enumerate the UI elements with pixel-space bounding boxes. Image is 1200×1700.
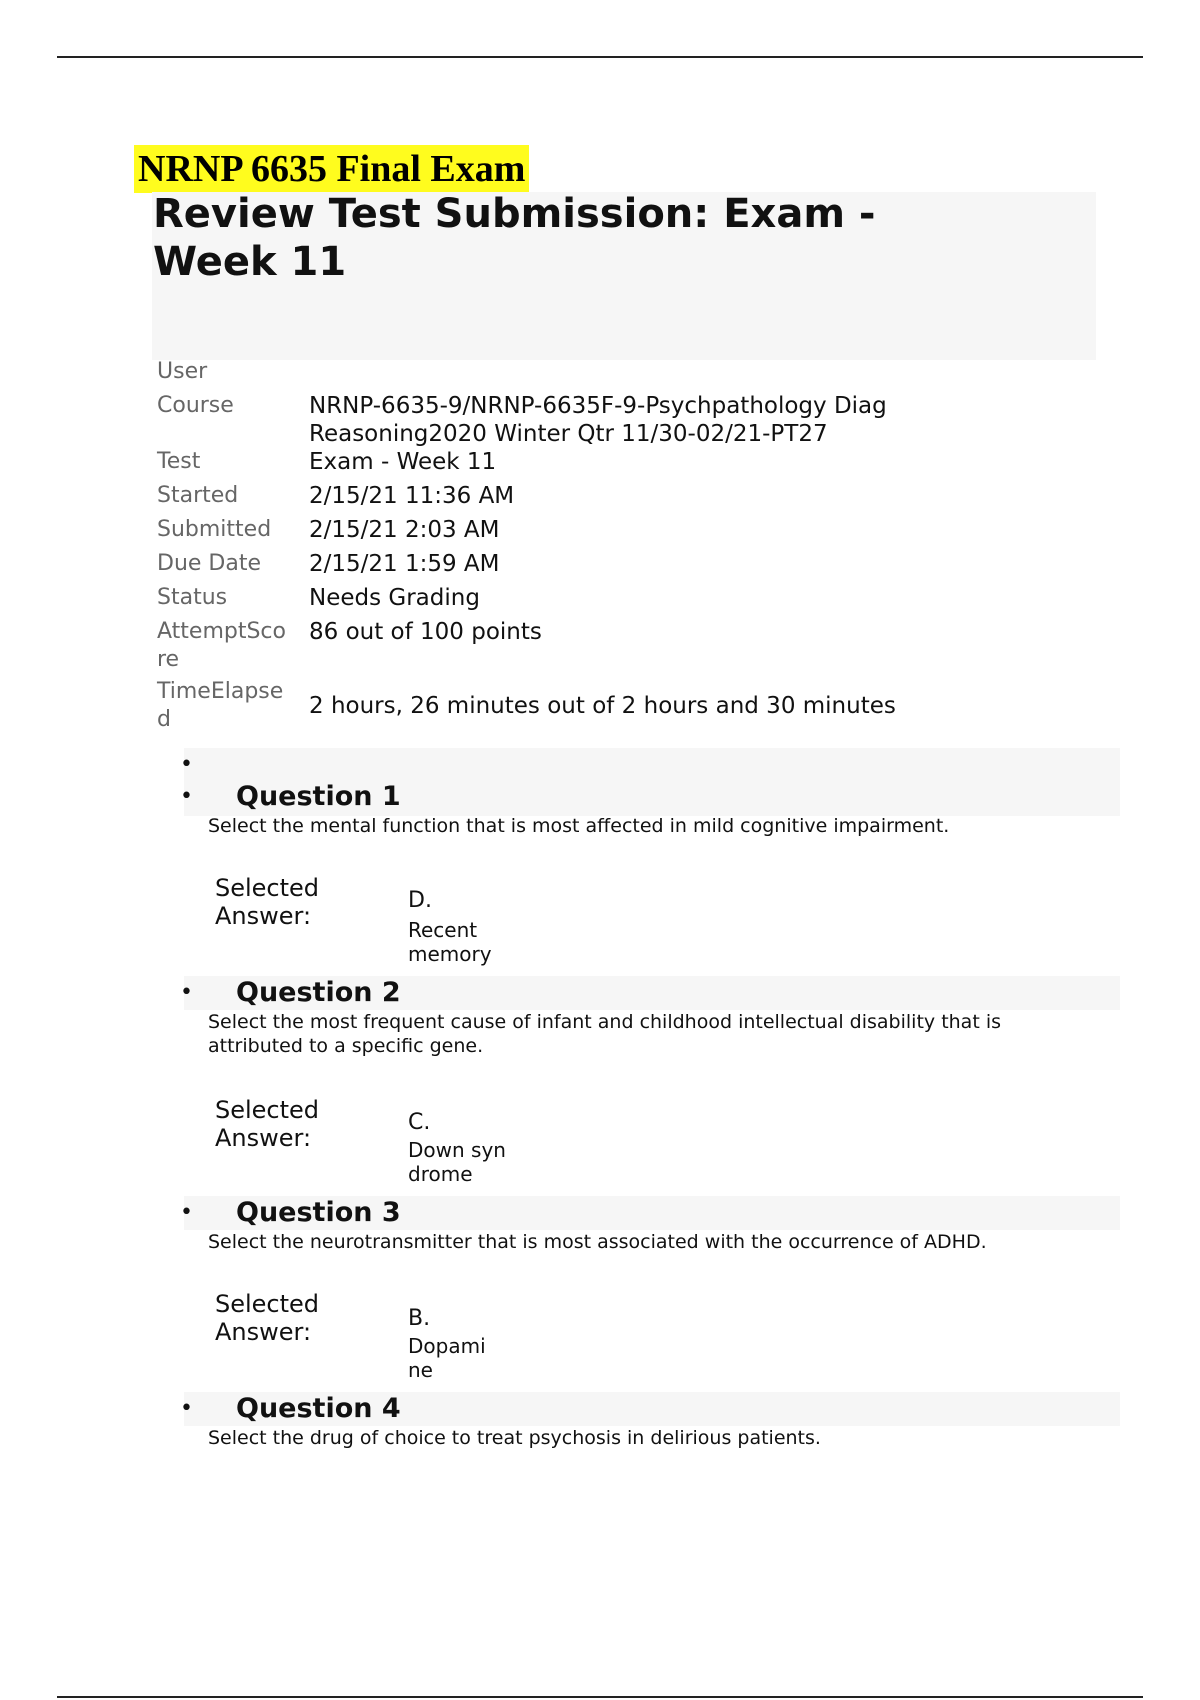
detail-label: Submitted <box>157 517 272 542</box>
detail-label: Started <box>157 483 239 508</box>
question-3 <box>180 1196 1120 1386</box>
detail-value: 2/15/21 11:36 AM <box>309 483 515 509</box>
detail-value: 2/15/21 1:59 AM <box>309 551 500 577</box>
question-title: Question 1 <box>236 781 401 812</box>
detail-label: TimeElapsed <box>157 679 284 732</box>
question-text: Select the mental function that is most affected in mild cognitive impairment. <box>208 815 950 837</box>
detail-label: Status <box>157 585 228 610</box>
question-text: Select the most frequent cause of infant and childhood intellectual disability that is attributed to a specific gene. <box>208 1011 1001 1057</box>
detail-value: 2 hours, 26 minutes out of 2 hours and 30 minutes <box>309 693 896 719</box>
detail-row-due-date <box>157 548 1057 582</box>
selected-answer-label: Selected Answer: <box>215 1096 320 1152</box>
detail-row-time-elapsed <box>157 676 1057 736</box>
question-title: Question 2 <box>236 977 401 1008</box>
detail-label: Course <box>157 393 234 418</box>
bottom-rule <box>57 1696 1143 1698</box>
answer-letter: B. <box>408 1306 431 1331</box>
question-title: Question 4 <box>236 1393 401 1424</box>
document-title: NRNP 6635 Final Exam <box>134 145 529 193</box>
answer-text: Down syndrome <box>408 1138 506 1186</box>
page-heading: Review Test Submission: Exam - Week 11 <box>153 191 876 285</box>
detail-label: User <box>157 359 208 384</box>
bullet-icon: • <box>180 980 193 1005</box>
submission-details <box>157 356 1057 736</box>
detail-row-user <box>157 356 1057 390</box>
top-rule <box>57 56 1143 58</box>
detail-value: Exam - Week 11 <box>309 449 497 475</box>
detail-label: Due Date <box>157 551 261 576</box>
selected-answer-label: Selected Answer: <box>215 874 320 930</box>
question-2 <box>180 976 1120 1186</box>
detail-label: AttemptScore <box>157 619 286 672</box>
detail-row-attempt-score <box>157 616 1057 676</box>
answer-letter: C. <box>408 1110 431 1135</box>
detail-value <box>309 356 1057 358</box>
detail-row-submitted <box>157 514 1057 548</box>
detail-value: Needs Grading <box>309 585 480 611</box>
answer-text: Recent memory <box>408 918 492 966</box>
question-text: Select the drug of choice to treat psychosis in delirious patients. <box>208 1427 821 1449</box>
detail-label: Test <box>157 449 201 474</box>
detail-row-course <box>157 390 1057 446</box>
detail-row-status <box>157 582 1057 616</box>
bullet-icon: • <box>180 1396 193 1421</box>
answer-letter: D. <box>408 888 432 913</box>
detail-value: 2/15/21 2:03 AM <box>309 517 500 543</box>
selected-answer-label: Selected Answer: <box>215 1290 320 1346</box>
bullet-icon: • <box>180 1200 193 1225</box>
question-text: Select the neurotransmitter that is most associated with the occurrence of ADHD. <box>208 1231 987 1253</box>
answer-text: Dopamine <box>408 1334 486 1382</box>
question-title: Question 3 <box>236 1197 401 1228</box>
detail-row-started <box>157 480 1057 514</box>
question-1 <box>180 748 1120 968</box>
detail-row-test <box>157 446 1057 480</box>
bullet-icon: • <box>180 752 193 777</box>
question-4 <box>180 1392 1120 1472</box>
bullet-icon: • <box>180 784 193 809</box>
detail-value: 86 out of 100 points <box>309 619 542 645</box>
detail-value: NRNP-6635-9/NRNP-6635F-9-Psychpathology Diag Reasoning2020 Winter Qtr 11/30-02/21-PT27 <box>309 393 887 447</box>
